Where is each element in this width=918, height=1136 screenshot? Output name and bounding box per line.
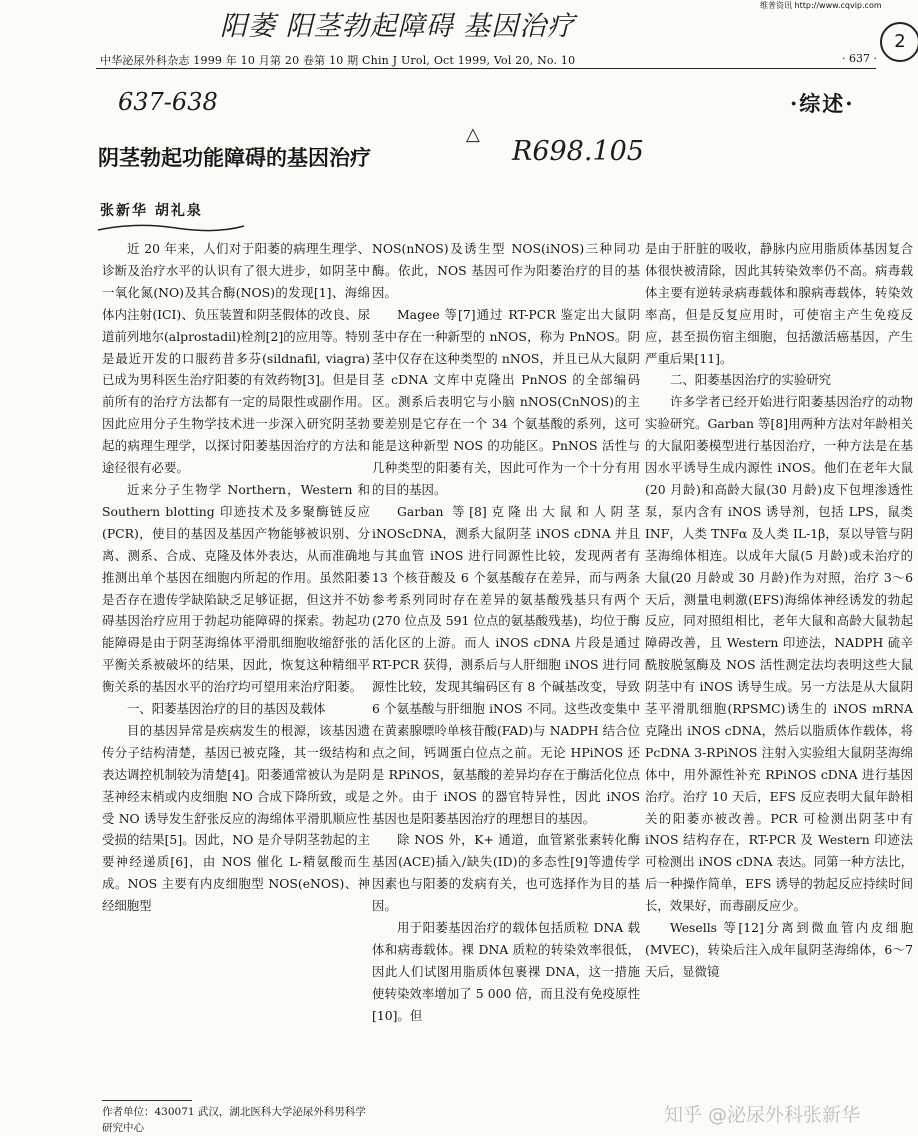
site-url: 维普资讯 http://www.cqvip.com bbox=[760, 1, 882, 10]
paragraph: 近 20 年来，人们对于阳萎的病理生理学、诊断及治疗水平的认识有了很大进步，如阴茎中一氧化氮(NO)及其合酶(NOS)的发现[1]、海绵体内注射(ICI)、负压装置和阴茎假体的改良、尿道前列地尔(alprostadil)栓剂[2]的应用等。特别是最近开发的口服药昔多芬(sildnafil, viagra)已成为男科医生治疗阳萎的有效药物[3]。但是目前所有的治疗方法都有一定的局限性或副作用。因此应用分子生物学技术进一步深入研究阴茎勃起的病理生理学，以探讨阳萎基因治疗的方法和途径很有必要。 bbox=[102, 241, 370, 476]
paragraph: NOS(nNOS)及诱生型 NOS(iNOS)三种同功酶。依此，NOS 基因可作为阳萎治疗的目的基因。 bbox=[372, 241, 640, 300]
section-label: ·综述· bbox=[790, 91, 855, 116]
paragraph: 是由于肝脏的吸收，静脉内应用脂质体基因复合体很快被清除，因此其转染效率仍不高。病毒载体主要有逆转录病毒载体和腺病毒载体，转染效率高，但是反复应用时，可使宿主产生免疫反应，甚至损伤宿主细胞，包括激活癌基因，产生严重后果[11]。 bbox=[645, 241, 913, 366]
paragraph: 用于阳萎基因治疗的载体包括质粒 DNA 载体和病毒载体。裸 DNA 质粒的转染效率很低，因此人们试图用脂质体包裹裸 DNA，这一措施使转染效率增加了 5 000 倍，而且没有免疫原性[10]。但 bbox=[372, 920, 640, 1023]
paragraph: 目的基因异常是疾病发生的根源，该基因遗传分子结构清楚，基因已被克隆，其一级结构和表达调控机制较为清楚[4]。阳萎通常被认为是阴茎神经末梢或内皮细胞 NO 合成下降所致，或是受 NO 诱导发生舒张反应的海绵体平滑肌顺应性受损的结果[5]。因此，NO 是介导阴茎勃起的主要神经递质[6]，由 NOS 催化 L-精氨酸而生成。NOS 主要有内皮细胞型 NOS(eNOS)、神经细胞型 bbox=[102, 722, 370, 914]
authors: 张新华 胡礼泉 bbox=[100, 203, 203, 219]
footnote-rule bbox=[102, 1100, 192, 1101]
column-1 bbox=[102, 238, 370, 917]
paragraph: Wesells 等[12]分离到微血管内皮细胞(MVEC)，转染后注入成年鼠阴茎海绵体，6～7 天后，显微镜 bbox=[645, 920, 913, 979]
paragraph: 许多学者已经开始进行阳萎基因治疗的动物实验研究。Garban 等[8]用两种方法对年龄相关的大鼠阳萎模型进行基因治疗，一种方法是在基因水平诱导生成内源性 iNOS。他们在老年大鼠(20 月龄)和高龄大鼠(30 月龄)皮下包埋渗透性泵，泵内含有 iNOS 诱导剂，包括 LPS，鼠类 INF，人类 TNFα 及人类 IL-1β，泵以导管与阴茎海绵体相连。以成年大鼠(5 月龄)或未治疗的大鼠(20 月龄或 30 月龄)作为对照，治疗 3～6 天后，测量电刺激(EFS)海绵体神经诱发的勃起反应，同对照组相比，老年大鼠和高龄大鼠勃起障碍改善，且 Western 印迹法，NADPH 硫辛酰胺脱氢酶及 NOS 活性测定法均表明这些大鼠阴茎中有 iNOS 诱导生成。另一方法是从大鼠阴茎平滑肌细胞(RPSMC)诱生的 iNOS mRNA 克隆出 iNOS cDNA，然后以脂质体作载体，将 PcDNA 3-RPiNOS 注射入实验组大鼠阴茎海绵体中，用外源性补充 RPiNOS cDNA 进行基因治疗。治疗 10 天后，EFS 反应表明大鼠年龄相关的阳萎亦被改善。PCR 可检测出阴茎中有 iNOS 结构存在，RT-PCR 及 Western 印迹法可检测出 iNOS cDNA 表达。同第一种方法比，后一种操作简单，EFS 诱导的勃起反应持续时间长，效果好，而毒副反应少。 bbox=[645, 394, 913, 914]
handwritten-keywords: 阳萎 阳茎勃起障碍 基因治疗 bbox=[220, 11, 576, 42]
paragraph: 除 NOS 外，K+ 通道，血管紧张素转化酶基因(ACE)插入/缺失(ID)的多态性[9]等遗传学因素也与阳萎的发病有关，也可选择作为目的基因。 bbox=[372, 832, 640, 914]
author-underline bbox=[96, 220, 246, 234]
handwritten-page-range: 637-638 bbox=[118, 88, 218, 116]
footnote: 作者单位：430071 武汉，湖北医科大学泌尿外科男科学研究中心 bbox=[102, 1106, 366, 1134]
paragraph: Magee 等[7]通过 RT-PCR 鉴定出大鼠阴茎中存在一种新型的 nNOS，称为 PnNOS。阴茎中仅存在这种类型的 nNOS，并且已从大鼠阴茎 cDNA 文库中克隆出 PnNOS 的全部编码区。测系后表明它与小脑 nNOS(CnNOS)的主要差别是它存在一个 34 个氨基酸的系列，这可能是这种新型 NOS 的功能区。PnNOS 活性与几种类型的阳萎有关，因此可作为一个十分有用的目的基因。 bbox=[372, 306, 640, 497]
journal-header: 中华泌尿外科杂志 1999 年 10 月第 20 卷第 10 期 Chin J Urol, Oct 1999, Vol 20, No. 10 bbox=[100, 54, 576, 67]
paragraph: 近来分子生物学 Northern，Western 和 Southern blotting 印迹技术及多聚酶链反应(PCR)，使目的基因及基因产物能够被识别、分离、测系、合成、克隆及体外表达，从而准确地推测出单个基因在细胞内所起的作用。虽然阳萎是否存在遗传学缺陷缺乏足够证据，但这并不妨碍基因治疗应用于勃起功能障碍的探索。勃起功能障碍是由于阴茎海绵体平滑肌细胞收缩舒张的平衡关系被破坏的结果，因此，恢复这种精细平衡关系的基因水平的治疗均可望用来治疗阳萎。 bbox=[102, 481, 370, 695]
section-heading: 二、阳萎基因治疗的实验研究 bbox=[670, 372, 832, 388]
section-heading: 一、阳萎基因治疗的目的基因及载体 bbox=[127, 701, 326, 717]
column-3 bbox=[645, 238, 913, 983]
column-2 bbox=[372, 238, 640, 1027]
page-number: · 637 · bbox=[842, 52, 877, 65]
header-rule bbox=[96, 68, 876, 69]
watermark: 知乎 @泌尿外科张新华 bbox=[664, 1104, 861, 1126]
handwritten-mark: △ bbox=[466, 124, 480, 145]
circled-number: 2 bbox=[880, 22, 918, 62]
article-title: 阴茎勃起功能障碍的基因治疗 bbox=[98, 146, 371, 170]
handwritten-class-number: R698.105 bbox=[512, 136, 644, 167]
paragraph: Garban 等[8]克隆出大鼠和人阴茎 iNOScDNA，测系大鼠阴茎 iNOS cDNA 并且与其血管 iNOS 进行同源性比较，发现两者有 13 个核苷酸及 6 个氨基酸存在差异，而与两条参考系列同时存在差异的氨基酸残基只有两个(270 位点及 591 位点的氨基酸残基)，均位于酶活化区的上游。而人 iNOS cDNA 片段是通过 RT-PCR 获得，测系后与人肝细胞 iNOS 进行同源性比较，发现其编码区有 8 个碱基改变，导致 6 个氨基酸与肝细胞 iNOS 不同。这些改变集中在黄素腺嘌呤单核苷酸(FAD)与 NADPH 结合位点之间，钙调蛋白位点之前。无论 HPiNOS 还是 RPiNOS，氨基酸的差异均存在于酶活化位点之外。由于 iNOS 的器官特异性，因此 iNOS 基因也是阳萎基因治疗的理想目的基因。 bbox=[372, 503, 640, 826]
